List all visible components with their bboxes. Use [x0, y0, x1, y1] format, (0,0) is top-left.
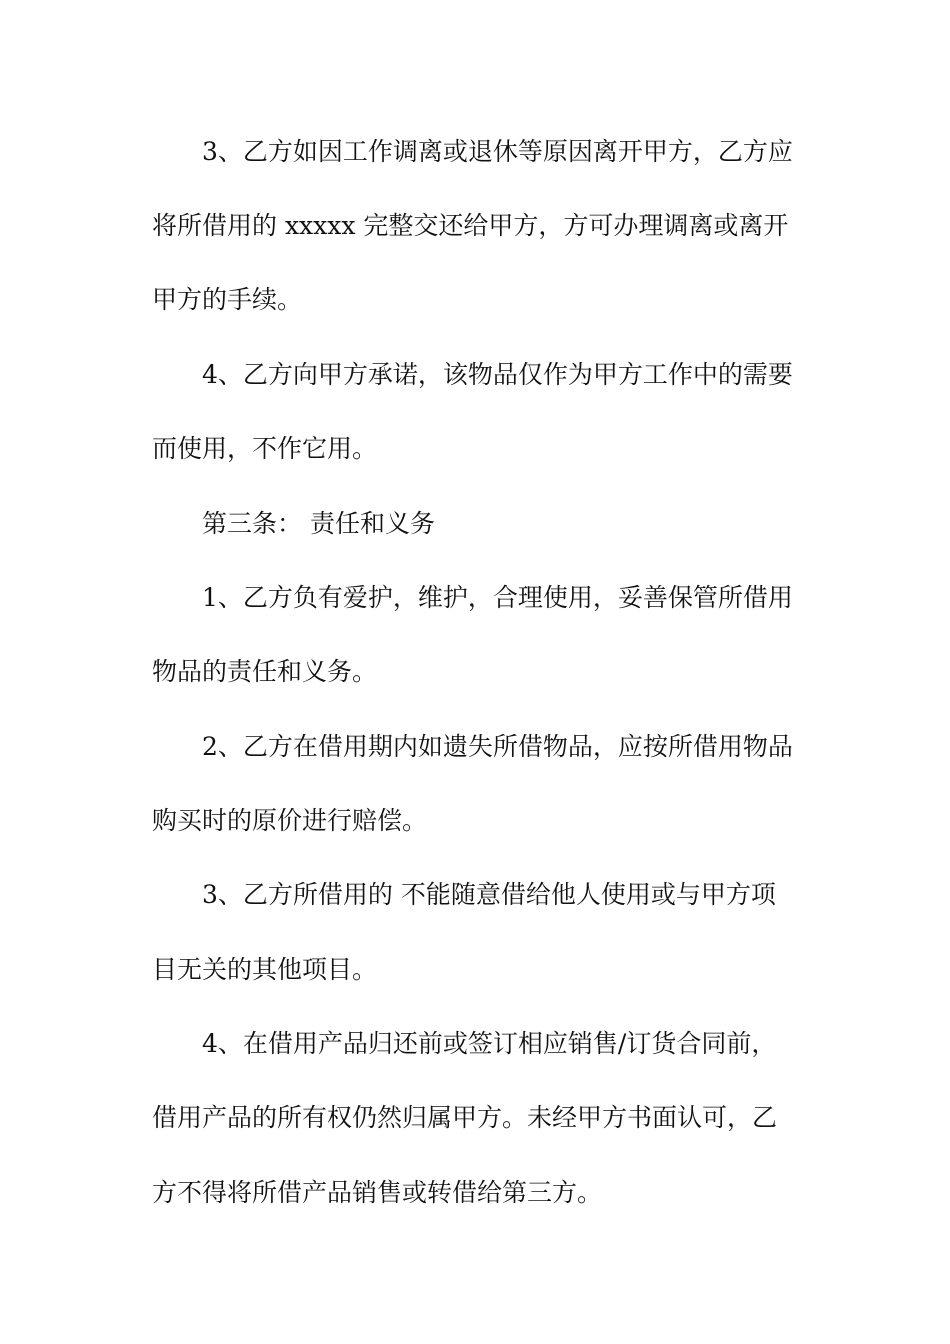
- clause-1-line-1: 1、乙方负有爱护，维护，合理使用，妥善保管所借用: [202, 583, 793, 612]
- paragraph-3-line-2: 将所借用的 xxxxx 完整交还给甲方，方可办理调离或离开: [152, 211, 789, 240]
- section-heading: 第三条： 责任和义务: [202, 509, 435, 538]
- clause-1-line-2: 物品的责任和义务。: [152, 657, 378, 686]
- paragraph-3-line-3: 甲方的手续。: [152, 285, 303, 314]
- clause-3-line-2: 目无关的其他项目。: [152, 955, 378, 984]
- clause-4-line-2: 借用产品的所有权仍然归属甲方。未经甲方书面认可，乙: [152, 1103, 778, 1132]
- paragraph-3-line-1: 3、乙方如因工作调离或退休等原因离开甲方，乙方应: [202, 137, 793, 166]
- paragraph-4-line-1: 4、乙方向甲方承诺，该物品仅作为甲方工作中的需要: [202, 360, 793, 389]
- clause-3-line-1: 3、乙方所借用的 不能随意借给他人使用或与甲方项: [202, 880, 776, 909]
- paragraph-4-line-2: 而使用，不作它用。: [152, 434, 378, 463]
- clause-4-line-3: 方不得将所借产品销售或转借给第三方。: [152, 1178, 603, 1207]
- clause-2-line-1: 2、乙方在借用期内如遗失所借物品，应按所借用物品: [202, 732, 793, 761]
- clause-2-line-2: 购买时的原价进行赔偿。: [152, 806, 428, 835]
- clause-4-line-1: 4、在借用产品归还前或签订相应销售/订货合同前，: [202, 1029, 777, 1058]
